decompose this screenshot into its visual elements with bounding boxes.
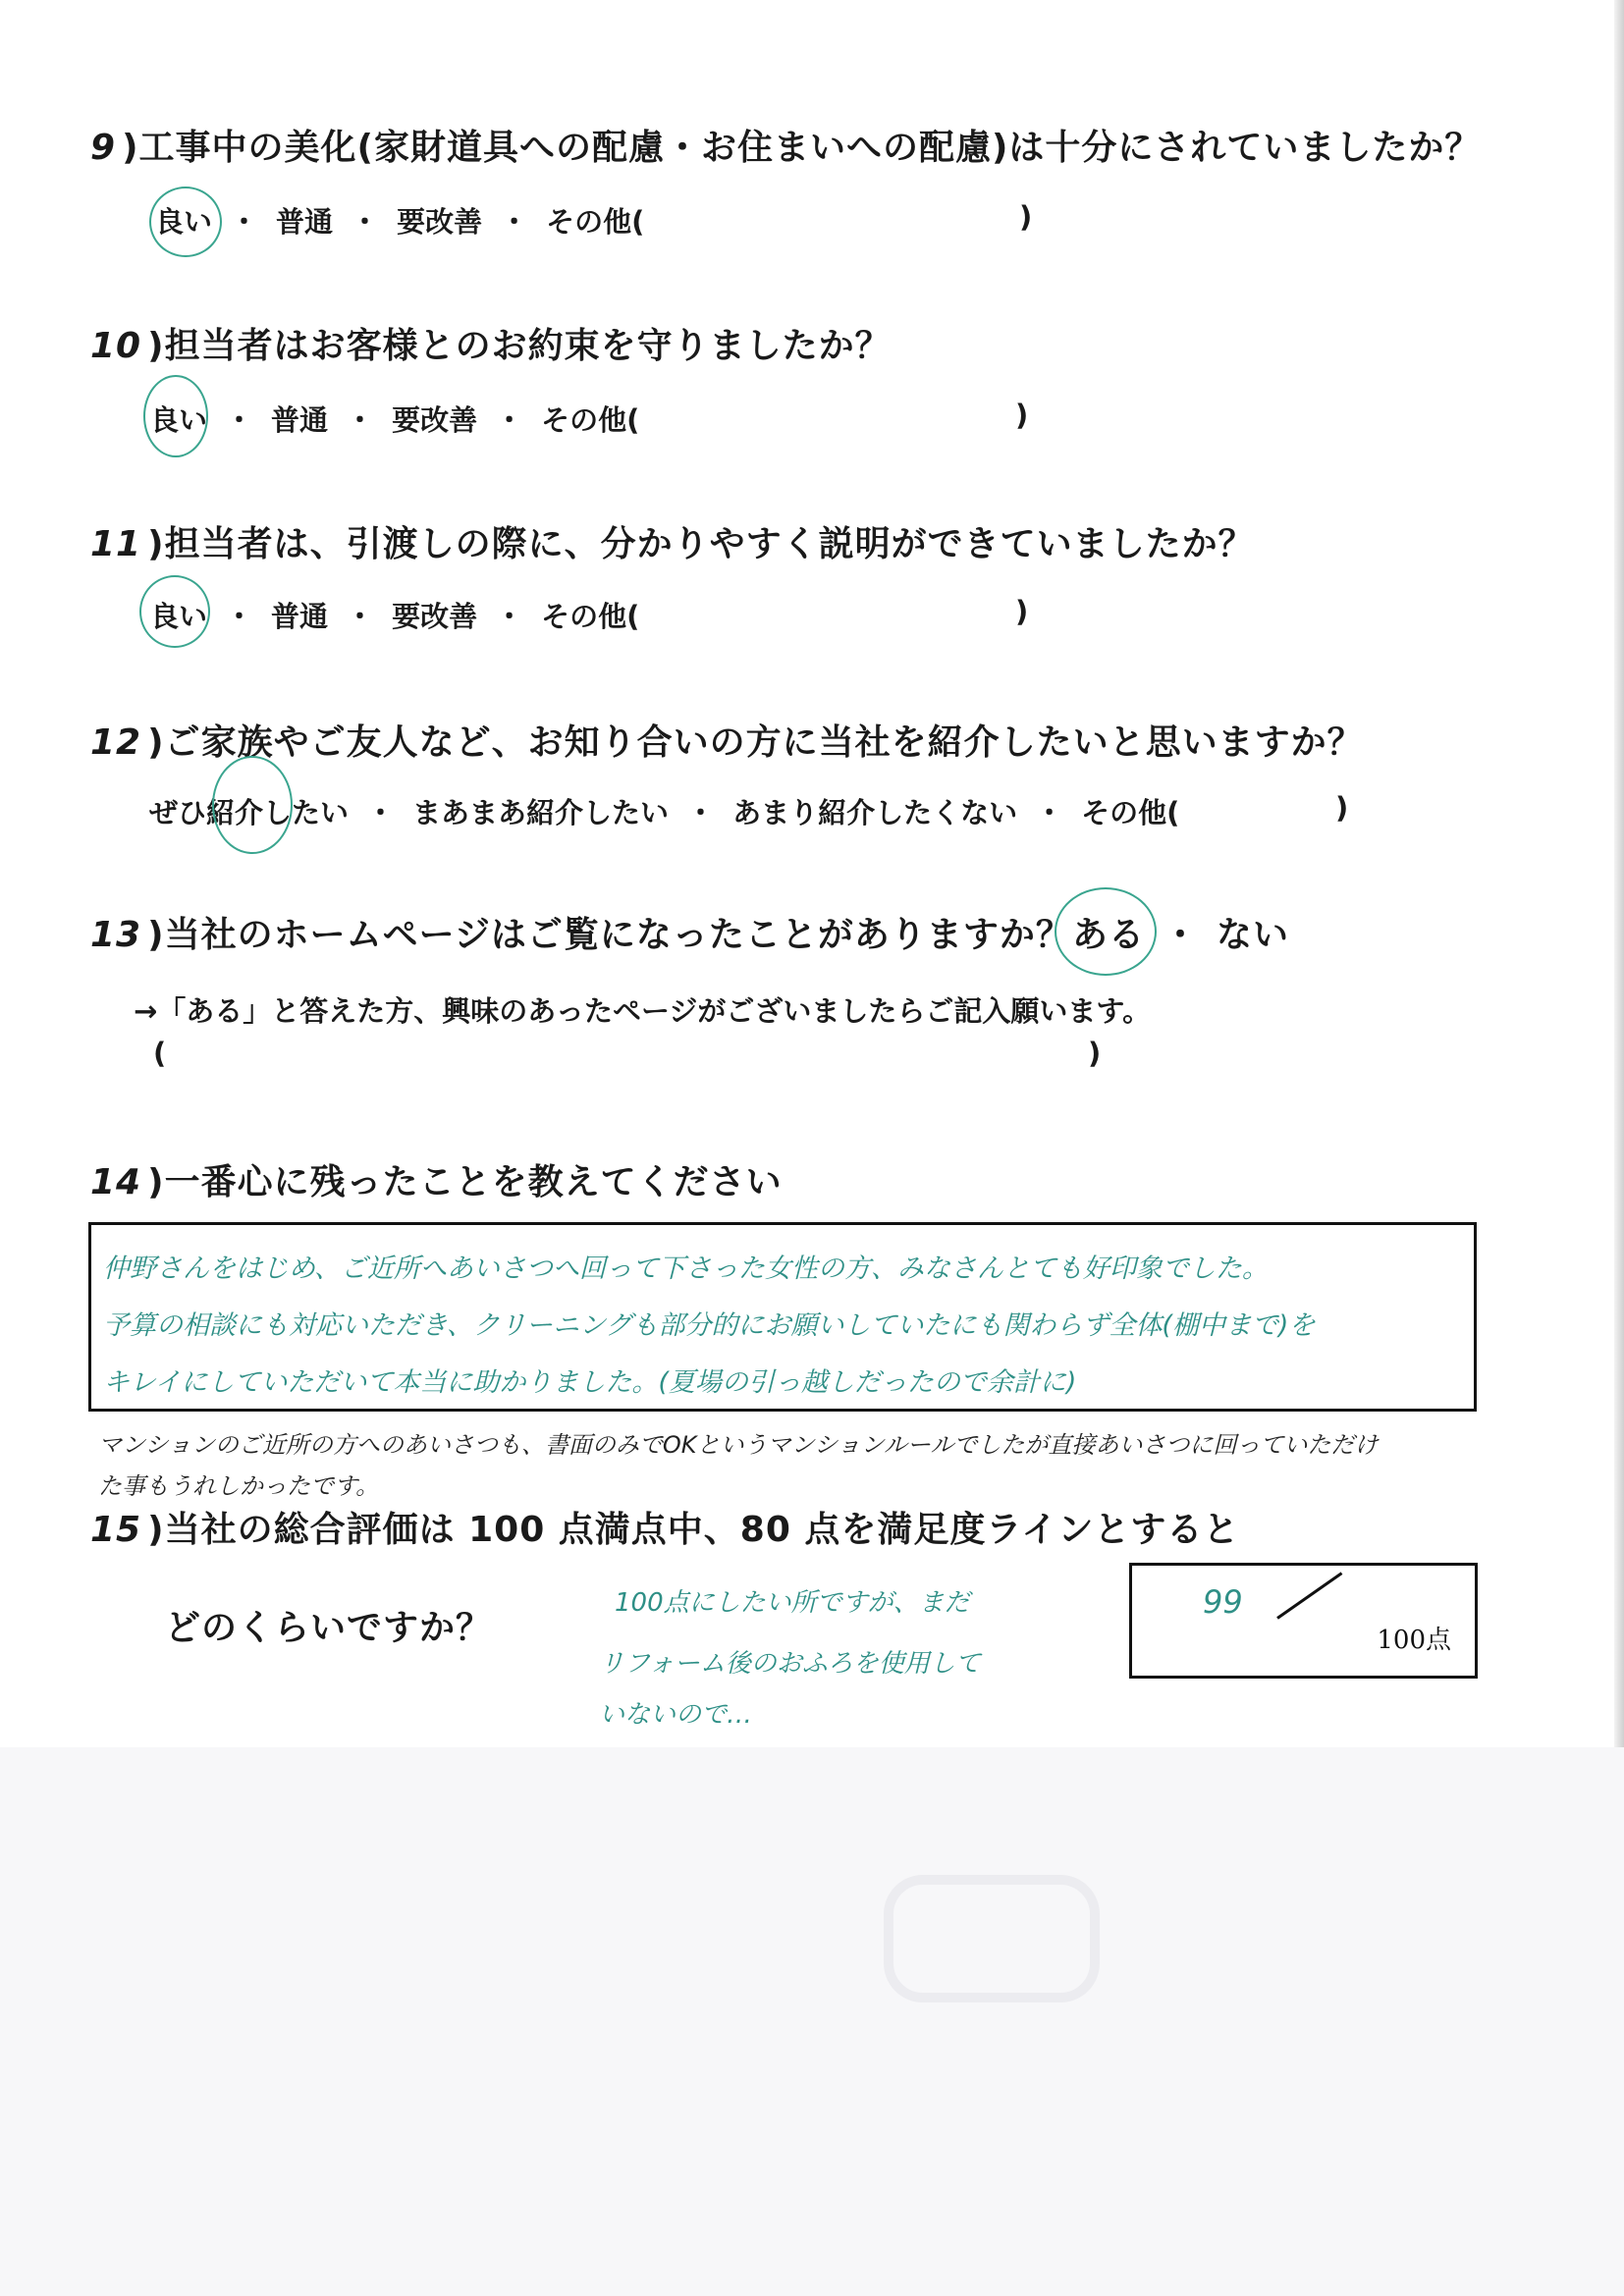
q13-close-paren: ): [1088, 1037, 1102, 1070]
q10-other-close: ): [1015, 399, 1029, 432]
question-11: [90, 516, 1255, 566]
selection-circle: [212, 756, 293, 854]
score-box[interactable]: [1129, 1563, 1478, 1679]
q12-other-close: ): [1335, 791, 1349, 825]
selection-circle: [143, 375, 208, 457]
question-text: )一番心に残ったことを教えてください: [147, 1162, 783, 1202]
option-other[interactable]: その他(: [546, 205, 645, 239]
q15-note-line-3: いないので…: [599, 1700, 753, 1730]
question-15-continued: どのくらいですか？: [165, 1608, 493, 1648]
question-15: [90, 1502, 1239, 1552]
q14-answer-box[interactable]: [88, 1222, 1477, 1412]
option-needs-improvement[interactable]: 要改善: [392, 403, 478, 437]
question-number: 12: [90, 722, 142, 763]
score-max: 100点: [1377, 1626, 1451, 1655]
q11-other-close: ): [1015, 595, 1029, 628]
selection-circle: [139, 575, 210, 648]
question-12: [90, 715, 1364, 765]
option-other[interactable]: その他(: [1081, 796, 1180, 829]
question-text: )担当者はお客様とのお約束を守りましたか？: [147, 326, 892, 366]
q10-options: 良い ・ 普通 ・ 要改善 ・ その他(: [150, 399, 639, 439]
question-number: 15: [90, 1510, 142, 1550]
q15-note-line-1: 100点にしたい所ですが、まだ: [615, 1588, 970, 1618]
q13-options: ある ・ ない: [1072, 915, 1290, 955]
option-good[interactable]: 良い: [155, 205, 213, 239]
option-somewhat[interactable]: まあまあ紹介したい: [412, 796, 670, 829]
question-9: [90, 120, 1481, 170]
option-normal[interactable]: 普通: [276, 205, 334, 239]
option-no[interactable]: ない: [1217, 915, 1290, 955]
question-10: [90, 318, 892, 368]
score-value: 99: [1203, 1583, 1243, 1621]
option-normal[interactable]: 普通: [271, 403, 329, 437]
note-line-1: マンションのご近所の方へのあいさつも、書面のみでOKというマンションルールでしたが直接あいさつに回っていただけ: [98, 1431, 1379, 1459]
note-line-2: た事もうれしかったです。: [98, 1472, 380, 1500]
question-text: )工事中の美化(家財道具への配慮・お住まいへの配慮)は十分にされていましたか？: [122, 128, 1482, 168]
answer-line-3: キレイにしていただいて本当に助かりました。(夏場の引っ越しだったので余計に): [103, 1367, 1077, 1398]
answer-line-2: 予算の相談にも対応いただき、クリーニングも部分的にお願いしていたにも関わらず全体(棚中まで)を: [103, 1310, 1316, 1341]
selection-circle: [1055, 887, 1157, 976]
answer-line-1: 仲野さんをはじめ、ご近所へあいさつへ回って下さった女性の方、みなさんとても好印象でした。: [103, 1254, 1269, 1284]
option-other[interactable]: その他(: [541, 403, 640, 437]
option-not-really[interactable]: あまり紹介したくない: [732, 796, 1018, 829]
option-other[interactable]: その他(: [541, 600, 640, 633]
q11-options: 良い ・ 普通 ・ 要改善 ・ その他(: [150, 595, 639, 635]
option-good[interactable]: 良い: [150, 600, 208, 633]
option-yes[interactable]: ある: [1072, 915, 1146, 955]
option-needs-improvement[interactable]: 要改善: [397, 205, 483, 239]
question-number: 11: [90, 524, 142, 564]
question-text: )当社のホームページはご覧になったことがありますか？: [147, 915, 1072, 955]
question-number: 13: [90, 915, 142, 955]
question-number: 10: [90, 326, 142, 366]
question-number: 9: [90, 128, 117, 168]
selection-circle: [149, 187, 222, 257]
underlying-sheet: [0, 1747, 1624, 2296]
option-needs-improvement[interactable]: 要改善: [392, 600, 478, 633]
question-13: [90, 907, 1072, 957]
q15-note-line-2: リフォーム後のおふろを使用して: [599, 1649, 981, 1679]
q9-options: 良い ・ 普通 ・ 要改善 ・ その他(: [155, 200, 644, 240]
underlying-stamp-mark: [884, 1875, 1100, 2002]
q13-open-paren: (: [153, 1037, 167, 1070]
question-14: [90, 1154, 783, 1204]
q12-options: ぜひ紹介したい ・ まあまあ紹介したい ・ あまり紹介したくない ・ その他(: [149, 791, 1179, 831]
question-text: )ご家族やご友人など、お知り合いの方に当社を紹介したいと思いますか？: [147, 722, 1364, 763]
question-text: )当社の総合評価は 100 点満点中、80 点を満足度ラインとすると: [147, 1510, 1240, 1550]
option-normal[interactable]: 普通: [271, 600, 329, 633]
option-definitely[interactable]: ぜひ紹介したい: [149, 796, 350, 829]
q9-other-close: ): [1019, 200, 1033, 234]
option-good[interactable]: 良い: [150, 403, 208, 437]
question-number: 14: [90, 1162, 142, 1202]
score-slash: [1276, 1572, 1342, 1619]
question-text: )担当者は、引渡しの際に、分かりやすく説明ができていましたか？: [147, 524, 1255, 564]
q13-followup: →「ある」と答えた方、興味のあったページがございましたらご記入願います。: [134, 994, 1152, 1028]
